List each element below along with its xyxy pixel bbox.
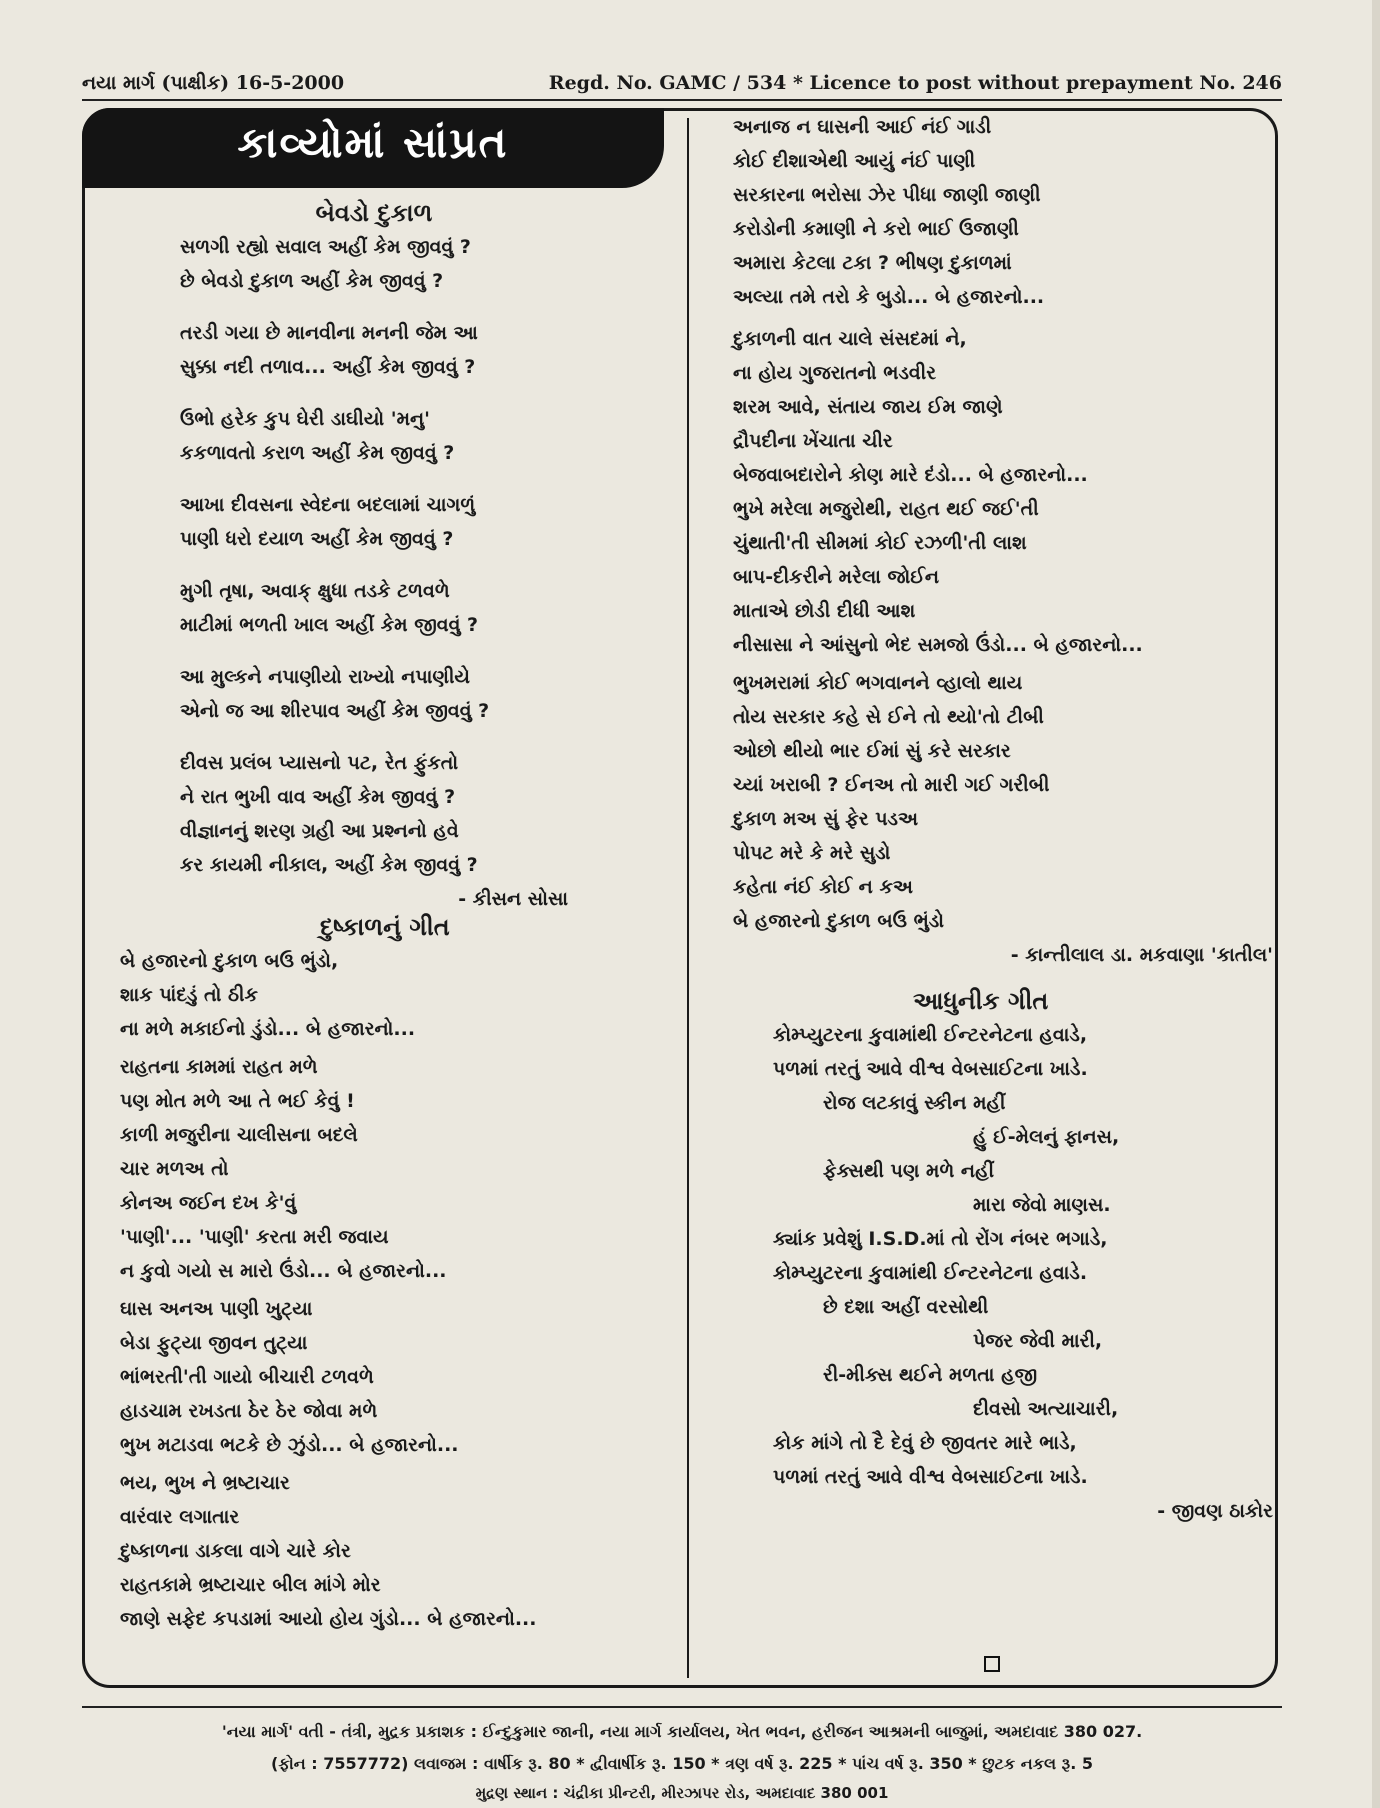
- poem-title: બેવડો દુકાળ: [315, 199, 433, 227]
- poem-line: કરોડોની કમાણી ને કરો ભાઈ ઉજાણી: [733, 218, 1019, 240]
- poem-line: ન કુવો ગયો સ મારો ઉંડો... બે હજારનો...: [120, 1260, 447, 1282]
- poem-line: કોનઅ જઈન દખ કે'વું: [120, 1192, 297, 1214]
- poem-line: શરમ આવે, સંતાય જાય ઈમ જાણે: [733, 396, 1003, 418]
- poem-bevdo-dukal: [180, 196, 568, 916]
- poem-line: ના હોય ગુજરાતનો ભડવીર: [733, 362, 937, 384]
- poem-line: બે હજારનો દુકાળ બઉ ભુંડો: [733, 910, 944, 932]
- poem-line: સુક્કા નદી તળાવ... અહીં કેમ જીવવું ?: [180, 356, 476, 378]
- poem-author: - કાન્તીલાલ ડા. મકવાણા 'કાતીલ': [1010, 944, 1273, 966]
- poem-line: અનાજ ન ઘાસની આઈ નંઈ ગાડી: [733, 116, 992, 138]
- poem-line: ચાર મળઅ તો: [120, 1158, 229, 1180]
- poem-line: કોમ્પ્યુટરના કુવામાંથી ઈન્ટરનેટના હવાડે,: [773, 1024, 1088, 1046]
- poem-line: દુષ્કાળના ડાકલા વાગે ચારે કોર: [120, 1540, 351, 1562]
- section-title: કાવ્યોમાં સાંપ્રત: [237, 118, 509, 167]
- poem-line: સરકારના ભરોસા ઝેર પીધા જાણી જાણી: [733, 184, 1041, 206]
- poem-line: આખા દીવસના સ્વેદના બદલામાં ચાગળું: [180, 494, 476, 516]
- poem-line: માતાએ છોડી દીધી આશ: [733, 600, 916, 622]
- poem-line: ઓછો થીયો ભાર ઈમાં સું કરે સરકાર: [733, 740, 1011, 762]
- poem-line: ઘાસ અનઅ પાણી ખુટ્યા: [120, 1298, 313, 1320]
- poem-line: કોમ્પ્યુટરના કુવામાંથી ઈન્ટરનેટના હવાડે.: [773, 1262, 1088, 1284]
- poem-line: કોઈ દીશાએથી આયું નંઈ પાણી: [733, 150, 976, 172]
- poem-author: - જીવણ ઠાકોર: [1157, 1500, 1273, 1522]
- section-title-banner: [82, 108, 664, 188]
- poem-line: ક્યાંક પ્રવેશું I.S.D.માં તો રોંગ નંબર ભગાડે,: [773, 1228, 1108, 1250]
- poem-line: મારા જેવો માણસ.: [973, 1194, 1111, 1216]
- poem-line: રાહતકામે ભ્રષ્ટાચાર બીલ માંગે મોર: [120, 1574, 381, 1596]
- page-edge: [1372, 0, 1380, 1808]
- page-header: [82, 66, 1282, 100]
- publisher-info: 'નયા માર્ગ' વતી - તંત્રી, મુદ્રક પ્રકાશક : ઈન્દુકુમાર જાની, નયા માર્ગ કાર્યાલય, ખેત ભવન, હરીજન આશ્રમની બાજુમાં, અમદાવાદ 380 027.: [221, 1722, 1143, 1741]
- poem-line: તોય સરકાર કહે સે ઈને તો થ્યો'તો ટીબી: [733, 706, 1044, 728]
- poem-line: બેડા ફુટ્યા જીવન તુટ્યા: [120, 1332, 308, 1354]
- poem-line: પાણી ધરો દયાળ અહીં કેમ જીવવું ?: [180, 528, 454, 550]
- poem-line: કર કાયમી નીકાલ, અહીં કેમ જીવવું ?: [180, 854, 478, 876]
- subscription-info: (ફોન : 7557772) લવાજમ : વાર્ષીક રૂ. 80 * દ્વીવાર્ષીક રૂ. 150 * ત્રણ વર્ષ રૂ. 225 * પાંચ વર્ષ રૂ. 350 * છુટક નકલ રૂ. 5: [271, 1754, 1093, 1773]
- poem-line: વીજ્ઞાનનું શરણ ગ્રહી આ પ્રશ્નનો હવે: [180, 820, 459, 842]
- poem-line: પેજર જેવી મારી,: [973, 1330, 1103, 1352]
- publication-date: નયા માર્ગ (પાક્ષીક) 16-5-2000: [82, 72, 345, 94]
- poem-line: નીસાસા ને આંસુનો ભેદ સમજો ઉંડો... બે હજારનો...: [733, 634, 1143, 656]
- poem-line: એનો જ આ શીરપાવ અહીં કેમ જીવવું ?: [180, 700, 490, 722]
- poem-line: બેજવાબદારોને કોણ મારે દંડો... બે હજારનો...: [733, 464, 1088, 486]
- poem-line: ના મળે મકાઈનો ડુંડો... બે હજારનો...: [120, 1018, 416, 1040]
- poem-line: છે દશા અહીં વરસોથી: [823, 1296, 989, 1318]
- poem-line: માટીમાં ભળતી ખાલ અહીં કેમ જીવવું ?: [180, 614, 479, 636]
- poem-line: રાહતના કામમાં રાહત મળે: [120, 1056, 318, 1078]
- poem-line: મુગી તૃષા, અવાક્ ક્ષુધા તડકે ટળવળે: [180, 580, 450, 602]
- poem-line: કોક માંગે તો દૈ દેવું છે જીવતર મારે ભાડે,: [773, 1432, 1077, 1454]
- poem-line: અલ્યા તમે તરો કે બુડો... બે હજારનો...: [733, 286, 1045, 308]
- poem-line: બાપ-દીકરીને મરેલા જોઈન: [733, 566, 940, 588]
- poem-line: આ મુલ્કને નપાણીયો રાખ્યો નપાણીયે: [180, 666, 470, 688]
- poem-line: કહેતા નંઈ કોઈ ન કઅ: [733, 876, 913, 898]
- poem-line: પોપટ મરે કે મરે સુડો: [733, 842, 891, 864]
- header-rule: [82, 99, 1282, 101]
- poem-dushkal-nu-geet: [120, 910, 640, 1636]
- poem-line: રોજ લટકાવું સ્કીન મહીં: [823, 1092, 1006, 1114]
- poem-line: દીવસો અત્યાચારી,: [973, 1398, 1119, 1420]
- poem-line: ભુખ મટાડવા ભટકે છે ઝુંડો... બે હજારનો...: [120, 1434, 459, 1456]
- poem-line: 'પાણી'... 'પાણી' કરતા મરી જવાય: [120, 1226, 389, 1248]
- right-column: [733, 110, 1273, 1528]
- poem-line: હું ઈ-મેલનું ફાનસ,: [973, 1126, 1120, 1148]
- poem-line: ભુખમરામાં કોઈ ભગવાનને વ્હાલો થાય: [733, 672, 1023, 694]
- poem-line: શાક પાંદડું તો ઠીક: [120, 984, 258, 1006]
- poem-line: દીવસ પ્રલંબ પ્યાસનો પટ, રેત ફુંકતો: [180, 752, 459, 774]
- poem-line: હાડચામ રખડતા ઠેર ઠેર જોવા મળે: [120, 1400, 378, 1422]
- footer-rule: [82, 1706, 1282, 1708]
- poem-line: છે બેવડો દુકાળ અહીં કેમ જીવવું ?: [180, 270, 444, 292]
- poem-line: દ્રૌપદીના ખેંચાતા ચીર: [733, 430, 893, 452]
- registration-info: Regd. No. GAMC / 534 * Licence to post without prepayment No. 246: [548, 72, 1282, 94]
- poem-line: ને રાત ભુખી વાવ અહીં કેમ જીવવું ?: [180, 786, 456, 808]
- poem-line: ભય, ભુખ ને ભ્રષ્ટાચાર: [120, 1472, 290, 1494]
- poem-line: દુકાળ મઅ સું ફેર પડઅ: [733, 808, 919, 830]
- end-square-icon: [984, 1656, 1000, 1672]
- poem-line: અમારા કેટલા ટકા ? ભીષણ દુકાળમાં: [733, 252, 1012, 274]
- poem-line: તરડી ગયા છે માનવીના મનની જેમ આ: [180, 322, 478, 344]
- poem-line: ઉભો હરેક કુપ ઘેરી ડાઘીયો 'મનુ': [180, 408, 430, 430]
- poem-line: સળગી રહ્યો સવાલ અહીં કેમ જીવવું ?: [180, 236, 471, 258]
- poem-author: - કીસન સોસા: [458, 888, 568, 910]
- printer-info: મુદ્રણ સ્થાન : ચંદ્રીકા પ્રીન્ટરી, મીરઝાપર રોડ, અમદાવાદ 380 001: [475, 1784, 889, 1802]
- poem-line: ચ્યાં ખરાબી ? ઈનઅ તો મારી ગઈ ગરીબી: [733, 774, 1050, 796]
- poem-line: પણ મોત મળે આ તે ભઈ કેવું !: [120, 1090, 355, 1112]
- poem-line: પળમાં તરતું આવે વીશ્વ વેબસાઈટના ખાડે.: [773, 1058, 1088, 1080]
- poem-line: ફેક્સથી પણ મળે નહીં: [823, 1160, 995, 1182]
- poem-line: દુકાળની વાત ચાલે સંસદમાં ને,: [733, 328, 967, 350]
- poem-line: રી-મીક્સ થઈને મળતા હજી: [823, 1364, 1038, 1386]
- poem-line: કકળાવતો કરાળ અહીં કેમ જીવવું ?: [180, 442, 455, 464]
- poem-line: જાણે સફેદ કપડામાં આયો હોય ગુંડો... બે હજારનો...: [120, 1608, 537, 1630]
- poem-line: ભાંભરતી'તી ગાયો બીચારી ટળવળે: [120, 1366, 374, 1388]
- poem-line: વારંવાર લગાતાર: [120, 1506, 240, 1528]
- poem-title: આધુનીક ગીત: [913, 987, 1049, 1015]
- poem-line: ચુંથાતી'તી સીમમાં કોઈ રઝળી'તી લાશ: [733, 532, 1027, 554]
- poem-line: બે હજારનો દુકાળ બઉ ભુંડો,: [120, 950, 339, 972]
- column-divider: [687, 118, 689, 1678]
- poem-line: કાળી મજુરીના ચાલીસના બદલે: [120, 1124, 358, 1146]
- poem-line: ભુખે મરેલા મજુરોથી, રાહત થઈ જઈ'તી: [733, 498, 1039, 520]
- poem-title: દુષ્કાળનું ગીત: [320, 913, 450, 941]
- poem-line: પળમાં તરતું આવે વીશ્વ વેબસાઈટના ખાડે.: [773, 1466, 1088, 1488]
